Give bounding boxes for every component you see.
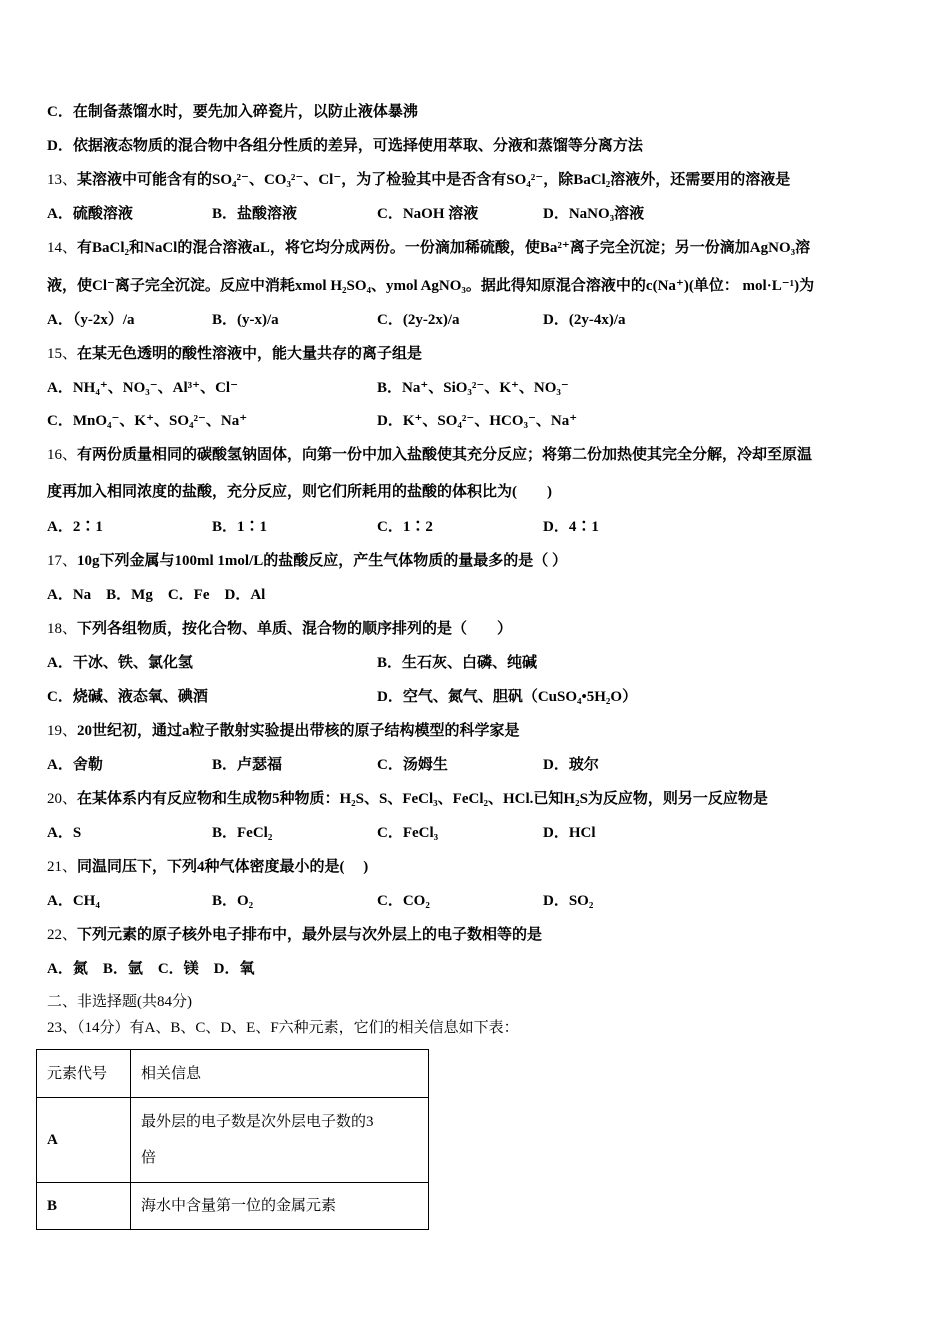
table-cell-info: [131, 1098, 429, 1183]
q16-option-c: C．1∶2: [377, 519, 433, 535]
q21-option-a: A．CH₄: [47, 893, 100, 909]
table-cell-info-line-1: 最外层的电子数是次外层电子数的3: [141, 1114, 374, 1130]
q21-text: 同温同压下，下列4种气体密度最小的是( ): [77, 859, 369, 875]
q15-number: 15、: [47, 346, 78, 362]
q16-number: 16、: [47, 447, 78, 463]
element-info-table: [36, 1049, 429, 1230]
q19-option-d: D．玻尔: [543, 757, 599, 773]
q20-option-b: B．FeCl₂: [212, 825, 273, 841]
q20-option-c: C．FeCl₃: [377, 825, 439, 841]
q19-text: 20世纪初，通过a粒子散射实验提出带核的原子结构模型的科学家是: [77, 723, 520, 739]
q15-option-a: A．NH₄⁺、NO₃⁻、Al³⁺、Cl⁻: [47, 380, 238, 396]
q19-question: [47, 721, 520, 741]
q16-text-2: 度再加入相同浓度的盐酸，充分反应，则它们所耗用的盐酸的体积比为( ): [47, 484, 552, 500]
q21-option-c: C．CO₂: [377, 893, 430, 909]
q13-option-a: A．硫酸溶液: [47, 206, 133, 222]
q12-option-d: D．依据液态物质的混合物中各组分性质的差异，可选择使用萃取、分液和蒸馏等分离方法: [47, 138, 643, 154]
q14-question: [47, 238, 810, 258]
q22-text: 下列元素的原子核外电子排布中，最外层与次外层上的电子数相等的是: [77, 927, 543, 943]
q13-text: 某溶液中可能含有的SO₄²⁻、CO₃²⁻、Cl⁻，为了检验其中是否含有SO₄²⁻，除BaCl₂溶液外，还需要用的溶液是: [77, 172, 791, 188]
q13-option-d: D．NaNO₃溶液: [543, 206, 645, 222]
q15-option-c: C．MnO₄⁻、K⁺、SO₄²⁻、Na⁺: [47, 413, 248, 429]
q14-text-2: 液，使Cl⁻离子完全沉淀。反应中消耗xmol H₂SO₄、ymol AgNO₃。据此得知原混合溶液中的c(Na⁺)(单位： mol·L⁻¹)为: [47, 278, 815, 294]
q17-text: 10g下列金属与100ml 1mol/L的盐酸反应，产生气体物质的量最多的是（ ）: [77, 553, 568, 569]
q14-option-c: C．(2y-2x)/a: [377, 312, 460, 328]
q21-option-b: B．O₂: [212, 893, 254, 909]
q13-option-c: C．NaOH 溶液: [377, 206, 479, 222]
table-header-info: 相关信息: [131, 1050, 429, 1098]
q13-question: [47, 170, 790, 190]
q17-number: 17、: [47, 553, 78, 569]
q18-option-b: B．生石灰、白磷、纯碱: [377, 655, 538, 671]
q16-option-b: B．1∶1: [212, 519, 268, 535]
q20-text: 在某体系内有反应物和生成物5种物质：H₂S、S、FeCl₃、FeCl₂、HCl.已知H₂S为反应物，则另一反应物是: [77, 791, 768, 807]
q20-question: [47, 789, 768, 809]
q18-text: 下列各组物质，按化合物、单质、混合物的顺序排列的是（ ）: [77, 621, 513, 637]
q16-text-1: 有两份质量相同的碳酸氢钠固体，向第一份中加入盐酸使其充分反应；将第二份加热使其完全分解，冷却至原温: [77, 447, 813, 463]
q20-number: 20、: [47, 791, 78, 807]
q14-option-b: B．(y-x)/a: [212, 312, 279, 328]
q17-question: [47, 551, 567, 571]
q20-option-d: D．HCl: [543, 825, 596, 841]
q18-question: [47, 619, 512, 639]
table-header-row: [37, 1050, 429, 1098]
q15-question: [47, 344, 422, 364]
q14-number: 14、: [47, 240, 78, 256]
q19-option-a: A．舍勒: [47, 757, 103, 773]
q21-number: 21、: [47, 859, 78, 875]
table-cell-code: B: [37, 1183, 131, 1230]
q18-option-c: C．烧碱、液态氧、碘酒: [47, 689, 208, 705]
q20-option-a: A．S: [47, 825, 82, 841]
q16-question: [47, 445, 812, 465]
q21-option-d: D．SO₂: [543, 893, 594, 909]
q19-number: 19、: [47, 723, 78, 739]
q13-number: 13、: [47, 172, 78, 188]
q21-question: [47, 857, 368, 877]
q22-question: [47, 925, 542, 945]
q13-option-b: B．盐酸溶液: [212, 206, 298, 222]
q23-question: 23、（14分）有A、B、C、D、E、F六种元素，它们的相关信息如下表：: [47, 1020, 519, 1036]
q22-number: 22、: [47, 927, 78, 943]
q14-option-a: A．（y-2x）/a: [47, 312, 135, 328]
q16-option-a: A．2∶1: [47, 519, 103, 535]
table-header-code: 元素代号: [37, 1050, 131, 1098]
table-cell-info: 海水中含量第一位的金属元素: [131, 1183, 429, 1230]
q22-options: A．氮 B．氩 C．镁 D．氧: [47, 961, 255, 977]
q16-option-d: D．4∶1: [543, 519, 599, 535]
section-heading: 二、非选择题(共84分): [47, 994, 192, 1010]
q12-option-c: C．在制备蒸馏水时，要先加入碎瓷片，以防止液体暴沸: [47, 104, 418, 120]
table-row: [37, 1098, 429, 1183]
q18-option-d: D．空气、氮气、胆矾（CuSO₄•5H₂O）: [377, 689, 638, 705]
q14-option-d: D．(2y-4x)/a: [543, 312, 626, 328]
q18-option-a: A．干冰、铁、氯化氢: [47, 655, 193, 671]
q19-option-c: C．汤姆生: [377, 757, 448, 773]
q14-text-1: 有BaCl₂和NaCl的混合溶液aL，将它均分成两份。一份滴加稀硫酸，使Ba²⁺离子完全沉淀；另一份滴加AgNO₃溶: [77, 240, 811, 256]
table-cell-code: A: [37, 1098, 131, 1183]
table-row: [37, 1183, 429, 1230]
table-cell-info-line-2: 倍: [141, 1150, 157, 1166]
q18-number: 18、: [47, 621, 78, 637]
q15-text: 在某无色透明的酸性溶液中，能大量共存的离子组是: [77, 346, 423, 362]
q15-option-b: B．Na⁺、SiO₃²⁻、K⁺、NO₃⁻: [377, 380, 569, 396]
q15-option-d: D．K⁺、SO₄²⁻、HCO₃⁻、Na⁺: [377, 413, 578, 429]
q17-options: A．Na B．Mg C．Fe D．Al: [47, 587, 266, 603]
q19-option-b: B．卢瑟福: [212, 757, 283, 773]
